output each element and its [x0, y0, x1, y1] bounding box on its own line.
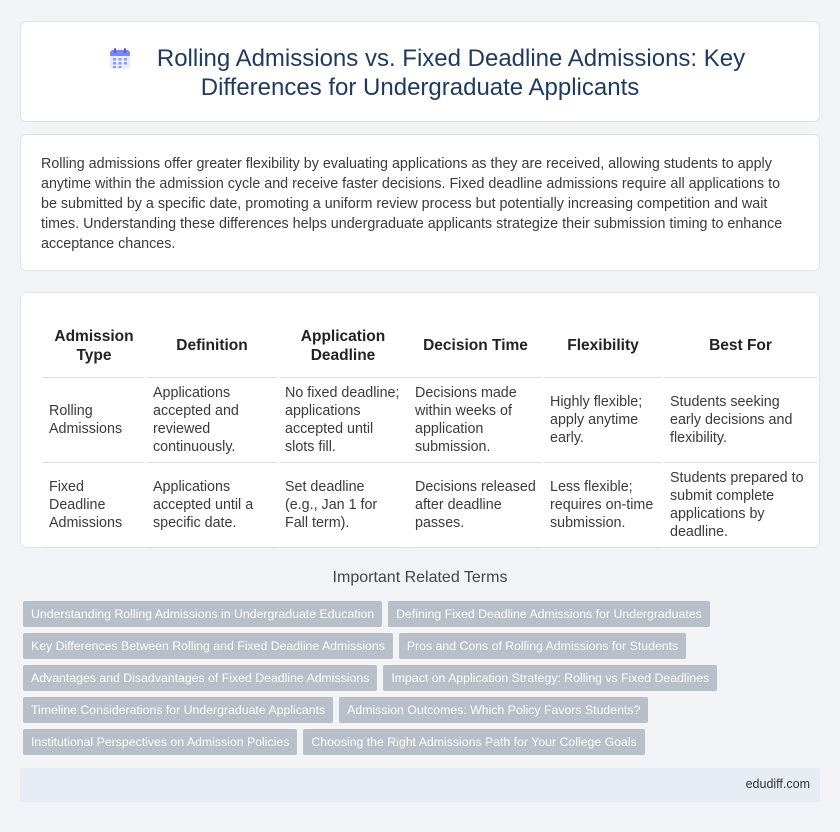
table-cell: Students prepared to submit complete applications by deadline. — [664, 463, 817, 548]
page-title — [21, 44, 819, 102]
table-header-row — [43, 314, 817, 378]
intro-paragraph: Rolling admissions offer greater flexibility by evaluating applications as they are received, allowing students to apply anytime within the admission cycle and receive faster decisions. Fixed deadline admissions require all applications to be submitted by a specific date, promoting a uniform review process but potentially increasing competition and wait times. Understanding these differences helps undergraduate applicants strategize their submission timing to enhance acceptance chances. — [41, 156, 783, 252]
table-cell: Less flexible; requires on-time submission. — [544, 463, 662, 548]
title-card — [20, 21, 820, 122]
table-cell: Decisions made within weeks of application submission. — [409, 378, 542, 463]
page-title-line2: Differences for Undergraduate Applicants — [200, 74, 640, 101]
related-term-tag[interactable]: Choosing the Right Admissions Path for Your College Goals — [303, 729, 644, 755]
table-cell: Set deadline (e.g., Jan 1 for Fall term). — [279, 463, 407, 548]
intro-card — [20, 134, 820, 271]
tag-row — [23, 665, 723, 691]
tag-row — [23, 601, 723, 627]
tag-row — [23, 633, 723, 659]
tag-row — [23, 697, 723, 723]
related-term-tag[interactable]: Advantages and Disadvantages of Fixed Deadline Admissions — [23, 665, 377, 691]
related-terms-list — [23, 601, 723, 761]
page-title-line1: Rolling Admissions vs. Fixed Deadline Admissions: Key — [156, 45, 746, 72]
related-term-tag[interactable]: Key Differences Between Rolling and Fixed Deadline Admissions — [23, 633, 393, 659]
header-definition: Definition — [147, 314, 277, 378]
table-cell: Students seeking early decisions and flexibility. — [664, 378, 817, 463]
related-term-tag[interactable]: Pros and Cons of Rolling Admissions for Students — [399, 633, 686, 659]
table-cell: Highly flexible; apply anytime early. — [544, 378, 662, 463]
table-cell: Applications accepted until a specific date. — [147, 463, 277, 548]
table-cell: Decisions released after deadline passes. — [409, 463, 542, 548]
comparison-table-card — [20, 292, 820, 548]
table-row — [43, 463, 817, 548]
table-cell: No fixed deadline; applications accepted until slots fill. — [279, 378, 407, 463]
table-cell: Rolling Admissions — [43, 378, 145, 463]
comparison-table — [41, 314, 819, 548]
table-row — [43, 378, 817, 463]
footer-site-link[interactable]: edudiff.com — [745, 777, 810, 791]
header-flexibility: Flexibility — [544, 314, 662, 378]
related-terms-heading: Important Related Terms — [332, 569, 508, 586]
related-term-tag[interactable]: Impact on Application Strategy: Rolling vs Fixed Deadlines — [383, 665, 717, 691]
related-term-tag[interactable]: Understanding Rolling Admissions in Undergraduate Education — [23, 601, 382, 627]
table-cell: Fixed Deadline Admissions — [43, 463, 145, 548]
table-cell: Applications accepted and reviewed continuously. — [147, 378, 277, 463]
related-term-tag[interactable]: Timeline Considerations for Undergraduate Applicants — [23, 697, 333, 723]
header-decision-time: Decision Time — [409, 314, 542, 378]
related-term-tag[interactable]: Institutional Perspectives on Admission Policies — [23, 729, 297, 755]
header-application-deadline: Application Deadline — [279, 314, 407, 378]
tag-row — [23, 729, 723, 755]
related-term-tag[interactable]: Admission Outcomes: Which Policy Favors Students? — [339, 697, 648, 723]
header-best-for: Best For — [664, 314, 817, 378]
header-admission-type: Admission Type — [43, 314, 145, 378]
footer — [20, 768, 820, 802]
related-term-tag[interactable]: Defining Fixed Deadline Admissions for Undergraduates — [388, 601, 710, 627]
